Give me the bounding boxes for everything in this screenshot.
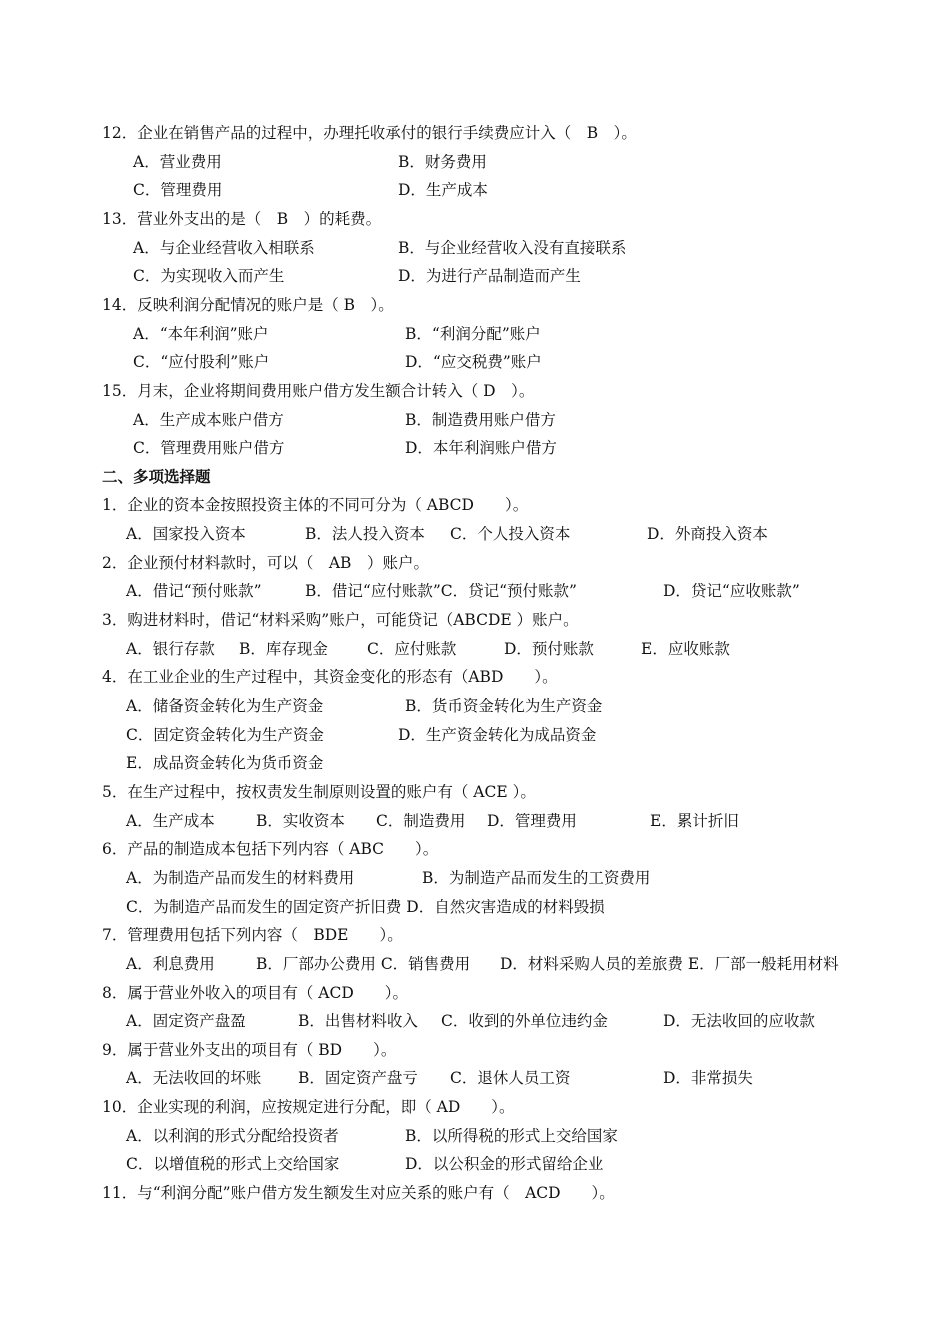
option-text: B．为制造产品而发生的工资费用 xyxy=(422,868,651,887)
option-text: B．制造费用账户借方 xyxy=(405,410,556,429)
option-text: B．库存现金 xyxy=(239,639,328,658)
question-text: 12．企业在销售产品的过程中，办理托收承付的银行手续费应计入（ B ）。 xyxy=(102,124,637,142)
question-line xyxy=(0,979,950,1007)
option-text: B．厂部办公费用 C．销售费用 xyxy=(256,954,471,973)
option-text: D．材料采购人员的差旅费 E．厂部一般耗用材料 xyxy=(500,954,839,973)
option-text: A．生产成本 xyxy=(126,811,215,830)
question-line xyxy=(0,1036,950,1064)
options-line xyxy=(0,692,950,720)
heading-text: 二、多项选择题 xyxy=(102,466,211,486)
options-line xyxy=(0,864,950,892)
options-line xyxy=(0,1064,950,1092)
options-line xyxy=(0,348,950,376)
option-text: D．生产资金转化为成品资金 xyxy=(398,725,597,744)
question-line xyxy=(0,921,950,949)
question-line xyxy=(0,1179,950,1207)
options-line xyxy=(0,148,950,176)
option-text: A．借记“预付账款” xyxy=(126,582,262,601)
option-text: A．银行存款 xyxy=(126,639,215,658)
option-text: C．“应付股利”账户 xyxy=(133,353,270,372)
option-text: A．固定资产盘盈 xyxy=(126,1012,246,1031)
options-line xyxy=(0,262,950,290)
question-line xyxy=(0,291,950,319)
option-text: C．以增值税的形式上交给国家 xyxy=(126,1155,340,1174)
options-line xyxy=(0,1122,950,1150)
option-text: B．出售材料收入 xyxy=(298,1012,418,1031)
option-text: D．管理费用 xyxy=(487,811,577,830)
options-line xyxy=(0,893,950,921)
option-text: D．“应交税费”账户 xyxy=(405,353,542,372)
question-text: 8．属于营业外收入的项目有（ ACD ）。 xyxy=(102,983,409,1002)
question-text: 3．购进材料时，借记“材料采购”账户，可能贷记（ABCDE ）账户。 xyxy=(102,611,579,630)
option-text: C．为制造产品而发生的固定资产折旧费 D．自然灾害造成的材料毁损 xyxy=(126,897,605,916)
question-text: 7．管理费用包括下列内容（ BDE ）。 xyxy=(102,926,403,945)
option-text: E．应收账款 xyxy=(641,639,730,658)
option-text: A．与企业经营收入相联系 xyxy=(133,238,315,257)
option-text: B．借记“应付账款”C．贷记“预付账款” xyxy=(305,582,577,601)
option-text: E．累计折旧 xyxy=(650,811,739,830)
options-line xyxy=(0,950,950,978)
question-text: 9．属于营业外支出的项目有（ BD ）。 xyxy=(102,1040,397,1059)
question-text: 1．企业的资本金按照投资主体的不同可分为（ ABCD ）。 xyxy=(102,496,529,515)
option-text: A．营业费用 xyxy=(133,152,222,171)
option-text: D．以公积金的形式留给企业 xyxy=(405,1155,604,1174)
question-text: 2．企业预付材料款时，可以（ AB ）账户。 xyxy=(102,553,429,572)
option-text: A．生产成本账户借方 xyxy=(133,410,284,429)
option-text: D．为进行产品制造而产生 xyxy=(398,267,581,286)
option-text: D．非常损失 xyxy=(663,1069,753,1088)
question-text: 11．与“利润分配”账户借方发生额发生对应关系的账户有（ ACD ）。 xyxy=(102,1184,615,1203)
option-text: C．管理费用账户借方 xyxy=(133,439,285,458)
option-text: A．“本年利润”账户 xyxy=(133,324,269,343)
question-line xyxy=(0,205,950,233)
option-text: D．贷记“应收账款” xyxy=(663,582,800,601)
option-text: B．“利润分配”账户 xyxy=(405,324,541,343)
option-text: D．无法收回的应收款 xyxy=(663,1012,815,1031)
option-text: E．成品资金转化为货币资金 xyxy=(126,754,324,773)
options-line xyxy=(0,520,950,548)
option-text: B．实收资本 xyxy=(256,811,345,830)
question-line xyxy=(0,549,950,577)
option-text: D．生产成本 xyxy=(398,181,488,200)
options-line xyxy=(0,234,950,262)
option-text: C．应付账款 xyxy=(367,639,457,658)
option-text: C．收到的外单位违约金 xyxy=(441,1012,608,1031)
question-text: 6．产品的制造成本包括下列内容（ ABC ）。 xyxy=(102,840,439,859)
option-text: D．本年利润账户借方 xyxy=(405,439,557,458)
option-text: A．储备资金转化为生产资金 xyxy=(126,697,324,715)
options-line xyxy=(0,1007,950,1035)
question-line xyxy=(0,1093,950,1121)
question-line xyxy=(0,663,950,691)
question-line xyxy=(0,835,950,863)
question-text: 10．企业实现的利润，应按规定进行分配，即（ AD ）。 xyxy=(102,1098,515,1117)
question-text: 15．月末，企业将期间费用账户借方发生额合计转入（ D ）。 xyxy=(102,381,535,400)
option-text: B．财务费用 xyxy=(398,152,487,171)
options-line xyxy=(0,176,950,204)
question-line xyxy=(0,377,950,405)
question-line xyxy=(0,491,950,519)
option-text: B．货币资金转化为生产资金 xyxy=(405,697,603,715)
question-text: 5．在生产过程中，按权责发生制原则设置的账户有（ ACE ）。 xyxy=(102,782,536,801)
section-heading xyxy=(0,463,950,491)
option-text: B．与企业经营收入没有直接联系 xyxy=(398,238,627,257)
option-text: C．固定资金转化为生产资金 xyxy=(126,725,324,744)
option-text: B．法人投入资本 xyxy=(305,525,425,544)
question-text: 14．反映利润分配情况的账户是（ B ）。 xyxy=(102,295,394,314)
options-line xyxy=(0,807,950,835)
options-line xyxy=(0,749,950,777)
options-line xyxy=(0,434,950,462)
option-text: A．无法收回的坏账 xyxy=(126,1069,262,1088)
option-text: D．外商投入资本 xyxy=(647,525,768,544)
option-text: C．制造费用 xyxy=(376,811,466,830)
option-text: A．以利润的形式分配给投资者 xyxy=(126,1126,339,1145)
question-text: 4．在工业企业的生产过程中，其资金变化的形态有（ABD ）。 xyxy=(102,668,558,687)
options-line xyxy=(0,635,950,663)
question-line xyxy=(0,778,950,806)
option-text: B．固定资产盘亏 xyxy=(298,1069,418,1088)
option-text: C．退休人员工资 xyxy=(450,1069,571,1088)
options-line xyxy=(0,577,950,605)
options-line xyxy=(0,406,950,434)
option-text: A．为制造产品而发生的材料费用 xyxy=(126,868,355,887)
question-line xyxy=(0,119,950,147)
options-line xyxy=(0,1150,950,1178)
option-text: D．预付账款 xyxy=(504,639,594,658)
option-text: C．管理费用 xyxy=(133,181,223,200)
option-text: C．个人投入资本 xyxy=(450,525,571,544)
question-text: 13．营业外支出的是（ B ）的耗费。 xyxy=(102,209,382,228)
option-text: A．利息费用 xyxy=(126,954,215,973)
options-line xyxy=(0,320,950,348)
option-text: B．以所得税的形式上交给国家 xyxy=(405,1126,618,1145)
option-text: C．为实现收入而产生 xyxy=(133,267,285,286)
option-text: A．国家投入资本 xyxy=(126,525,246,544)
question-line xyxy=(0,606,950,634)
options-line xyxy=(0,721,950,749)
